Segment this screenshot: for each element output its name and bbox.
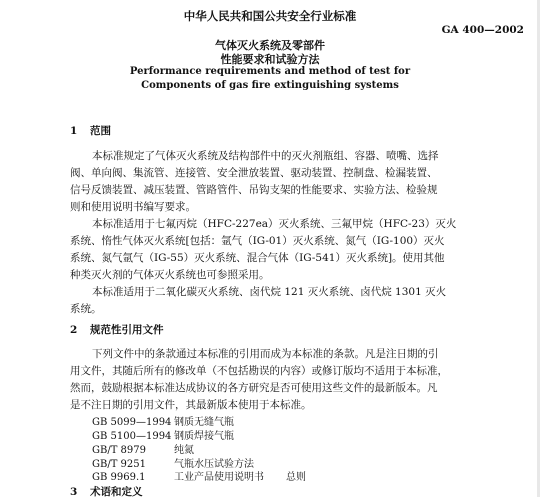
title-en-line1: Performance requirements and method of test for <box>129 66 411 77</box>
reference-code: GB 9969.1 <box>92 472 146 483</box>
reference-title: 钢质焊接气瓶 <box>174 431 234 442</box>
reference-title: 纯氮 <box>174 445 194 456</box>
reference-code: GB/T 8979 <box>92 445 147 456</box>
paragraph-line: 本标准适用于七氟丙烷（HFC-227ea）灭火系统、三氟甲烷（HFC-23）灭火 <box>92 218 457 230</box>
section-title: 范围 <box>90 125 111 137</box>
title-zh-line1: 气体灭火系统及零部件 <box>215 39 325 52</box>
reference-code: GB 5100—1994 <box>92 431 172 442</box>
paragraph-line: 用文件，其随后所有的修改单（不包括勘误的内容）或修订版均不适用于本标准， <box>70 365 448 377</box>
title-en-line2: Components of gas fire extinguishing systems <box>141 80 399 91</box>
section-number: 2 <box>70 324 78 336</box>
paragraph-line: 系统、惰性气体灭火系统[包括：氩气（IG-01）灭火系统、氮气（IG-100）灭火 <box>70 235 445 247</box>
section-number: 3 <box>70 486 78 498</box>
section-heading <box>70 322 164 337</box>
paragraph-line: 系统、氮气氩气（IG-55）灭火系统、混合气体（IG-541）灭火系统]。使用其他 <box>70 252 445 264</box>
section-number: 1 <box>70 125 78 137</box>
title-zh-line2: 性能要求和试验方法 <box>220 53 320 66</box>
reference-item <box>92 441 194 456</box>
section-heading <box>70 123 111 138</box>
reference-item <box>92 427 234 442</box>
paragraph-line: 然而，鼓励根据本标准达成协议的各方研究是否可使用这些文件的最新版本。凡 <box>70 382 438 394</box>
paragraph-line: 本标准适用于二氧化碳灭火系统、卤代烷 121 灭火系统、卤代烷 1301 灭火 <box>92 286 447 298</box>
reference-title: 钢质无缝气瓶 <box>174 417 234 428</box>
reference-extra: 总则 <box>286 472 306 483</box>
reference-code: GB 5099—1994 <box>92 417 172 428</box>
paragraph-line: 系统。 <box>70 303 102 315</box>
reference-item <box>92 468 306 483</box>
reference-title: 工业产品使用说明书 <box>174 472 264 483</box>
reference-code: GB/T 9251 <box>92 459 147 470</box>
paragraph-line: 种类灭火剂的气体灭火系统也可参照采用。 <box>70 269 270 281</box>
standard-code: GA 400—2002 <box>441 24 524 36</box>
paragraph-line: 则和使用说明书编写要求。 <box>70 201 196 213</box>
standard-organization: 中华人民共和国公共安全行业标准 <box>183 9 357 23</box>
reference-title: 气瓶水压试验方法 <box>174 459 254 470</box>
section-title: 术语和定义 <box>90 486 143 498</box>
reference-item <box>92 413 234 428</box>
paragraph-line: 本标准规定了气体灭火系统及结构部件中的灭火剂瓶组、容器、喷嘴、选择 <box>92 150 439 162</box>
section-title: 规范性引用文件 <box>90 324 164 336</box>
paragraph-line: 是不注日期的引用文件，其最新版本使用于本标准。 <box>70 399 312 411</box>
paragraph-line: 阀、单向阀、集流管、连接管、安全泄放装置、驱动装置、控制盘、检漏装置、 <box>70 167 438 179</box>
paragraph-line: 下列文件中的条款通过本标准的引用而成为本标准的条款。凡是注日期的引 <box>92 348 439 360</box>
paragraph-line: 信号反馈装置、减压装置、管路管件、吊钩支架的性能要求、实验方法、检验规 <box>70 184 438 196</box>
